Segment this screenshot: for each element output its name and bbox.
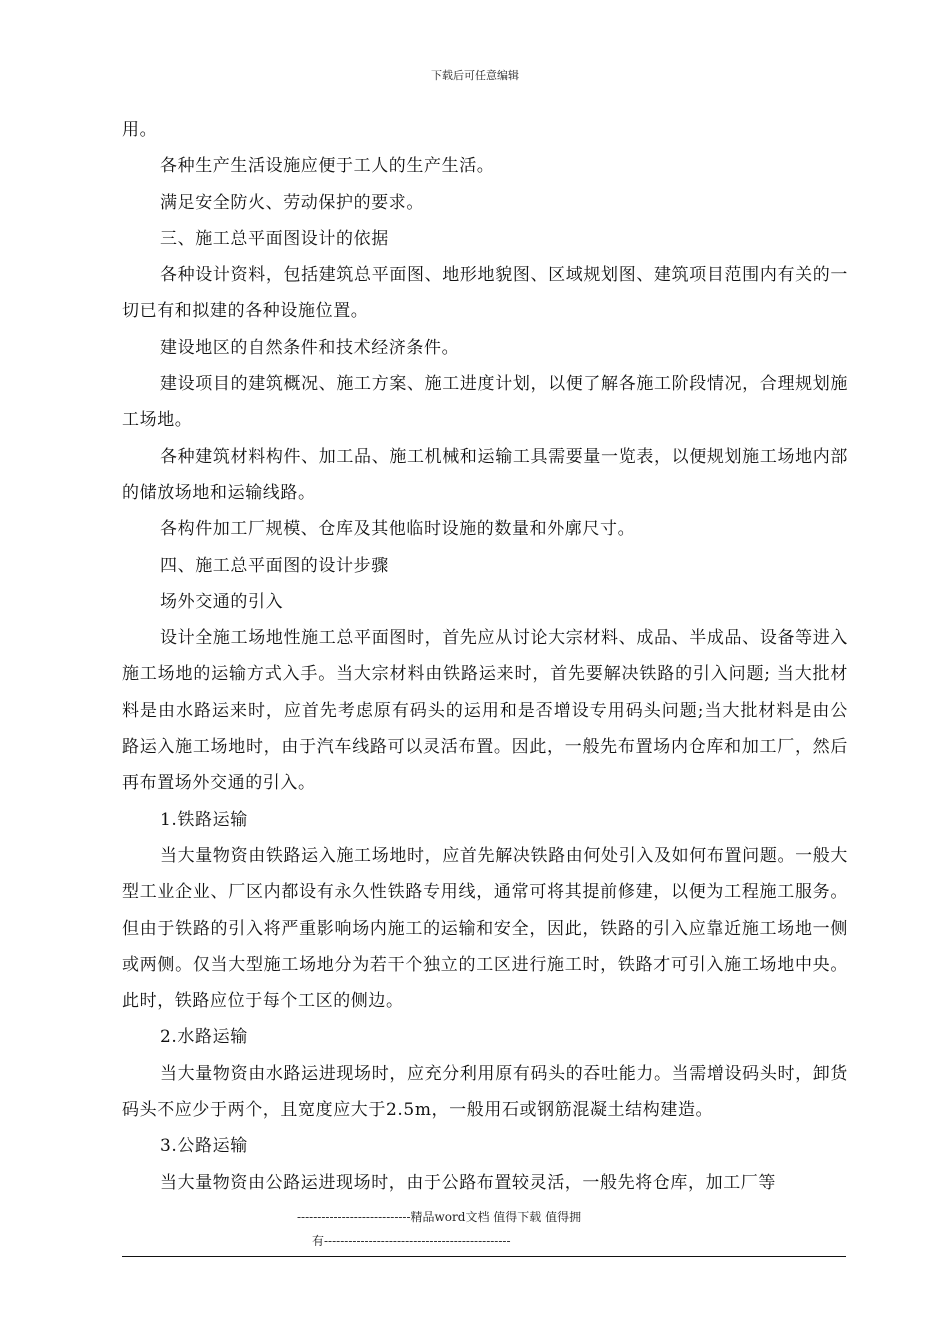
paragraph: 建设地区的自然条件和技术经济条件。 bbox=[160, 337, 460, 358]
section-heading: 四、施工总平面图的设计步骤 bbox=[160, 555, 389, 576]
section-heading: 三、施工总平面图设计的依据 bbox=[160, 228, 389, 249]
footer-line-2: 有---------------------------------------------- bbox=[312, 1234, 511, 1248]
footer-line-1: ----------------------------精品word文档 值得下载 值得拥 bbox=[297, 1210, 582, 1224]
paragraph: 设计全施工场地性施工总平面图时，首先应从讨论大宗材料、成品、半成品、设备等进入施工场地的运输方式入手。当大宗材料由铁路运来时，首先要解决铁路的引入问题; 当大批材料是由水路运来时，应首先考虑原有码头的运用和是否增设专用码头问题;当大批材料是由公路运入施工场地时，由于汽车线路可以灵活布置。因此，一般先布置场内仓库和加工厂，然后再布置场外交通的引入。 bbox=[122, 628, 848, 794]
subsection-heading: 3.公路运输 bbox=[160, 1136, 248, 1157]
page-header: 下载后可任意编辑 bbox=[431, 69, 519, 82]
paragraph: 建设项目的建筑概况、施工方案、施工进度计划，以便了解各施工阶段情况，合理规划施工场地。 bbox=[122, 374, 848, 431]
paragraph: 满足安全防火、劳动保护的要求。 bbox=[160, 192, 424, 213]
page-footer bbox=[122, 1208, 846, 1249]
subsection-heading: 场外交通的引入 bbox=[160, 591, 284, 612]
footer-divider bbox=[122, 1256, 846, 1257]
paragraph: 当大量物资由铁路运入施工场地时，应首先解决铁路由何处引入及如何布置问题。一般大型工业企业、厂区内都设有永久性铁路专用线，通常可将其提前修建，以便为工程施工服务。但由于铁路的引入将严重影响场内施工的运输和安全，因此，铁路的引入应靠近施工场地一侧或两侧。仅当大型施工场地分为若干个独立的工区进行施工时，铁路才可引入施工场地中央。此时，铁路应位于每个工区的侧边。 bbox=[122, 845, 848, 1012]
subsection-heading: 2.水路运输 bbox=[160, 1027, 248, 1048]
paragraph: 各种设计资料，包括建筑总平面图、地形地貌图、区域规划图、建筑项目范围内有关的一切已有和拟建的各种设施位置。 bbox=[122, 265, 848, 322]
paragraph: 各种建筑材料构件、加工品、施工机械和运输工具需要量一览表，以便规划施工场地内部的储放场地和运输线路。 bbox=[122, 446, 848, 503]
paragraph: 当大量物资由公路运进现场时，由于公路布置较灵活，一般先将仓库，加工厂等 bbox=[160, 1172, 776, 1193]
paragraph: 各构件加工厂规模、仓库及其他临时设施的数量和外廓尺寸。 bbox=[160, 519, 636, 540]
paragraph: 各种生产生活设施应便于工人的生产生活。 bbox=[160, 156, 495, 177]
subsection-heading: 1.铁路运输 bbox=[160, 809, 248, 830]
document-body bbox=[122, 112, 848, 1201]
paragraph: 用。 bbox=[122, 120, 158, 140]
paragraph: 当大量物资由水路运进现场时，应充分利用原有码头的吞吐能力。当需增设码头时，卸货码头不应少于两个，且宽度应大于2.5m，一般用石或钢筋混凝土结构建造。 bbox=[122, 1063, 848, 1121]
